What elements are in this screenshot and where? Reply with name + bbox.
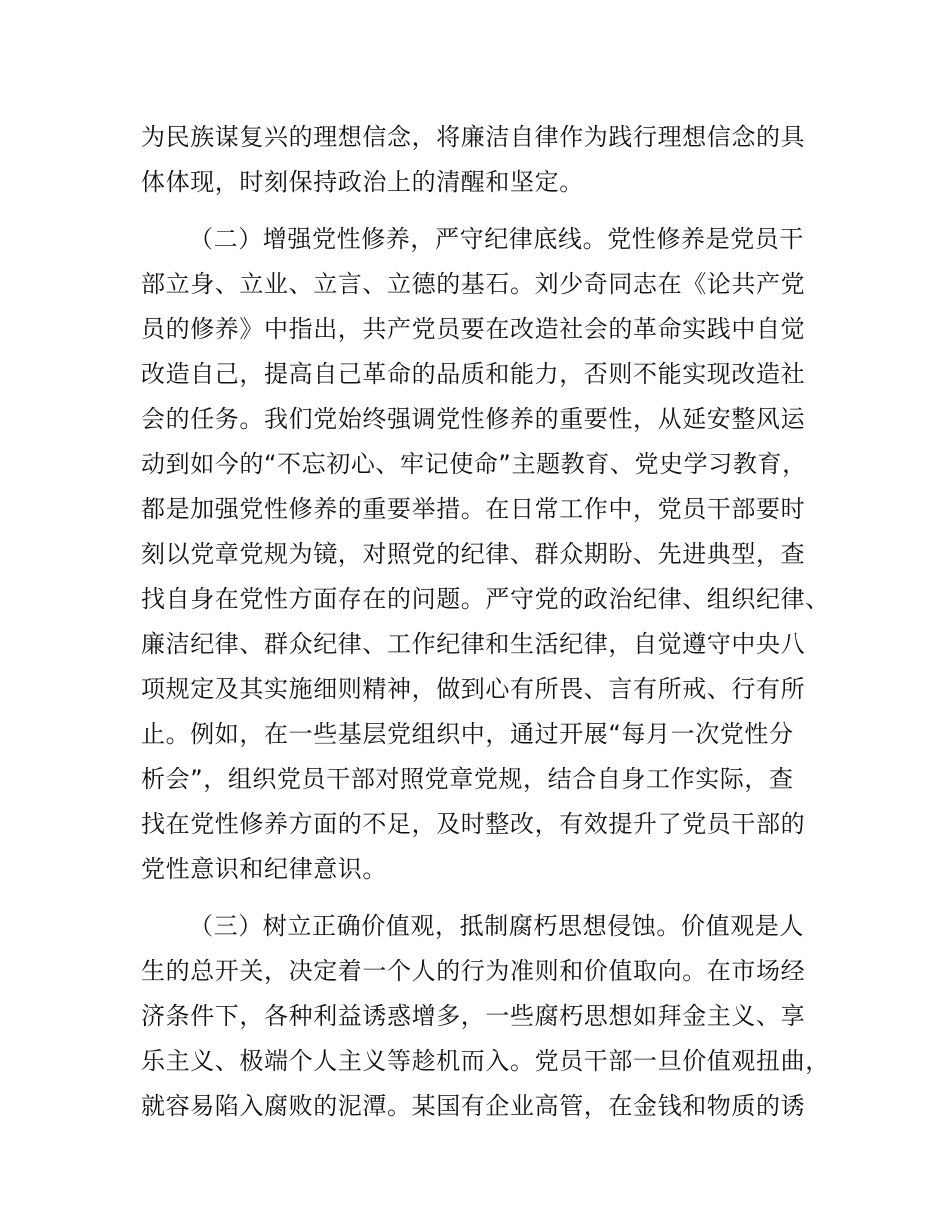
text-line: （二）增强党性修养，严守纪律底线。党性修养是党员干 (189, 225, 804, 253)
text-line: 就容易陷入腐败的泥潭。某国有企业高管，在金钱和物质的诱 (141, 1092, 806, 1120)
text-line: 析会”，组织党员干部对照党章党规，结合自身工作实际，查 (141, 765, 794, 793)
paragraph-2 (141, 217, 831, 892)
text-line: 体体现，时刻保持政治上的清醒和坚定。 (141, 168, 584, 196)
paragraph-1 (141, 115, 831, 205)
text-line: 项规定及其实施细则精神，做到心有所畏、言有所戒、行有所 (141, 675, 806, 703)
text-line: 济条件下，各种利益诱惑增多，一些腐朽思想如拜金主义、享 (141, 1002, 806, 1030)
text-line: 党性意识和纪律意识。 (141, 855, 387, 883)
text-line: 为民族谋复兴的理想信念，将廉洁自律作为践行理想信念的具 (141, 123, 806, 151)
paragraph-3 (141, 904, 831, 1129)
text-line: 动到如今的“不忘初心、牢记使命”主题教育、党史学习教育， (141, 450, 807, 478)
text-line: 廉洁纪律、群众纪律、工作纪律和生活纪律，自觉遵守中央八 (141, 630, 806, 658)
text-line: 会的任务。我们党始终强调党性修养的重要性，从延安整风运 (141, 405, 806, 433)
text-line: 都是加强党性修养的重要举措。在日常工作中，党员干部要时 (141, 495, 806, 523)
text-line: 改造自己，提高自己革命的品质和能力，否则不能实现改造社 (141, 360, 806, 388)
document-body (141, 115, 831, 1129)
text-line: 部立身、立业、立言、立德的基石。刘少奇同志在《论共产党 (141, 270, 806, 298)
text-line: （三）树立正确价值观，抵制腐朽思想侵蚀。价值观是人 (189, 912, 804, 940)
text-line: 刻以党章党规为镜，对照党的纪律、群众期盼、先进典型，查 (141, 540, 806, 568)
text-line: 找在党性修养方面的不足，及时整改，有效提升了党员干部的 (141, 810, 806, 838)
text-line: 找自身在党性方面存在的问题。严守党的政治纪律、组织纪律、 (141, 585, 830, 613)
text-line: 员的修养》中指出，共产党员要在改造社会的革命实践中自觉 (141, 315, 806, 343)
text-line: 生的总开关，决定着一个人的行为准则和价值取向。在市场经 (141, 957, 806, 985)
text-line: 止。例如，在一些基层党组织中，通过开展“每月一次党性分 (141, 720, 794, 748)
text-line: 乐主义、极端个人主义等趁机而入。党员干部一旦价值观扭曲， (141, 1047, 830, 1075)
